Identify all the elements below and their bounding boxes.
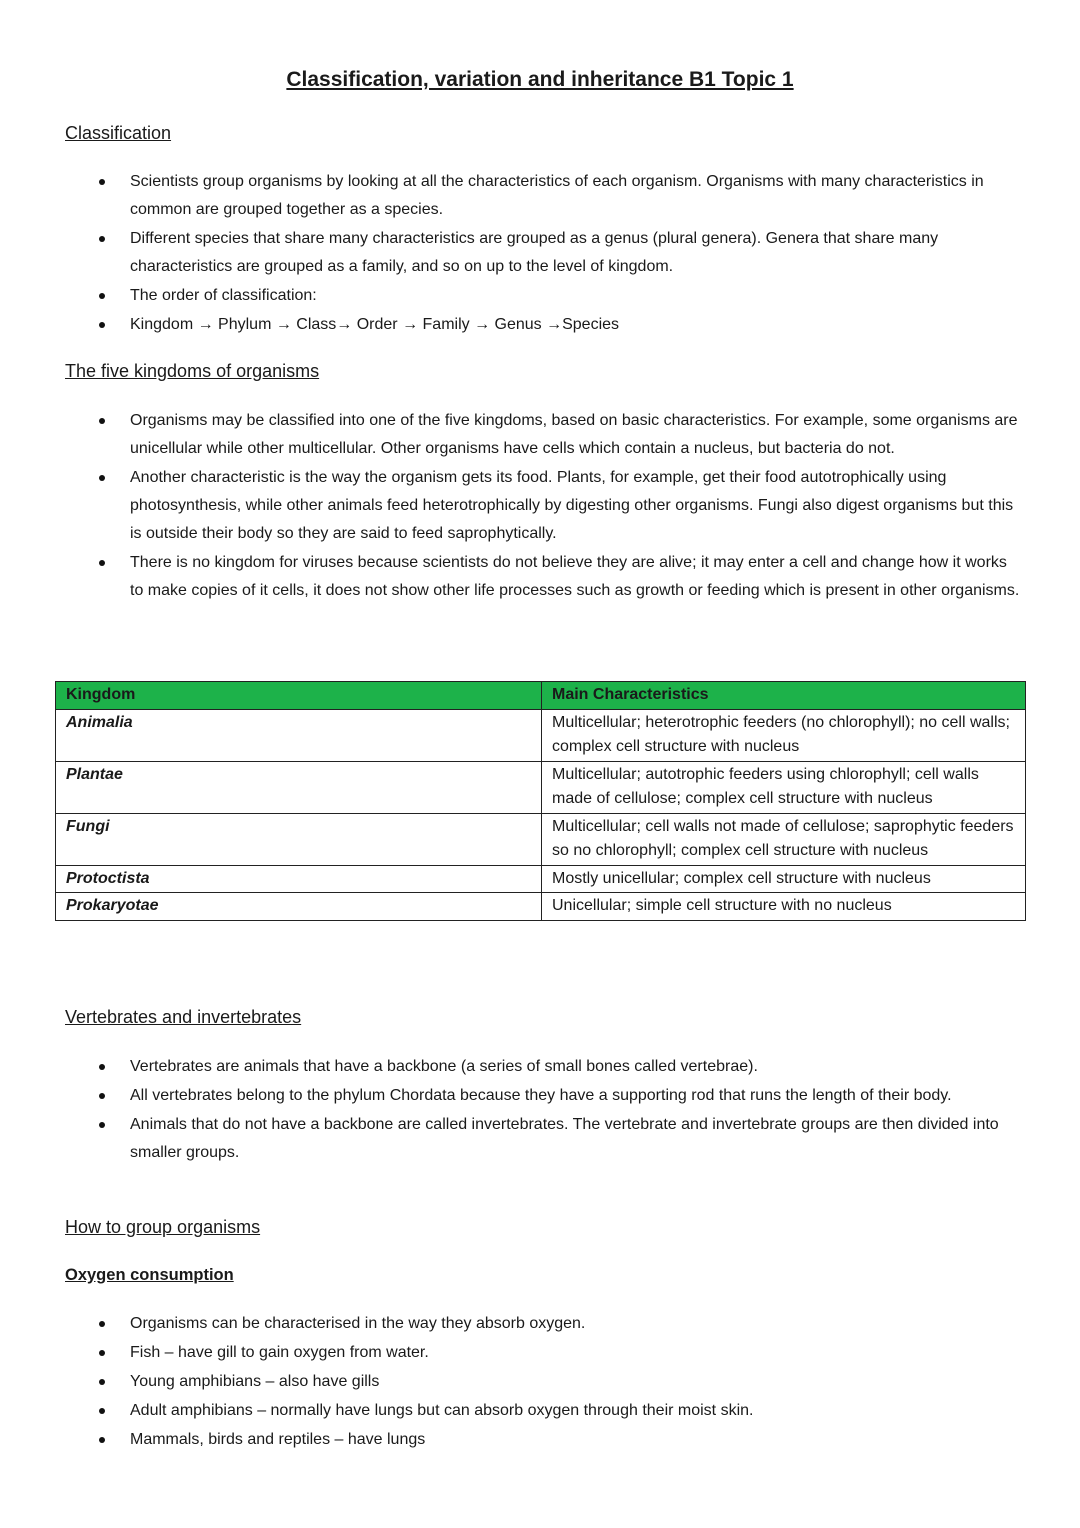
list-item: All vertebrates belong to the phylum Chordata because they have a supporting rod that runs the length of their body.	[130, 1082, 1020, 1110]
characteristics-cell: Mostly unicellular; complex cell structure with nucleus	[542, 865, 1026, 893]
list-item: Scientists group organisms by looking at all the characteristics of each organism. Organisms with many characteristics in common are grouped together as a species.	[130, 168, 1020, 224]
characteristics-cell: Multicellular; cell walls not made of cellulose; saprophytic feeders so no chlorophyll; complex cell structure with nucleus	[542, 813, 1026, 865]
section-heading-five-kingdoms: The five kingdoms of organisms	[65, 361, 320, 381]
characteristics-cell: Multicellular; autotrophic feeders using chlorophyll; cell walls made of cellulose; complex cell structure with nucleus	[542, 761, 1026, 813]
list-item: Organisms can be characterised in the way they absorb oxygen.	[130, 1310, 1020, 1338]
classification-list	[130, 168, 1020, 340]
list-item: Different species that share many characteristics are grouped as a genus (plural genera). Genera that share many characteristics are grouped as a family, and so on up to the level of kingdom.	[130, 225, 1020, 281]
section-heading-grouping: How to group organisms	[65, 1217, 261, 1237]
list-item: Kingdom → Phylum → Class→ Order → Family → Genus →Species	[130, 311, 1020, 339]
list-item: Vertebrates are animals that have a backbone (a series of small bones called vertebrae).	[130, 1053, 1020, 1081]
page-title: Classification, variation and inheritance B1 Topic 1	[286, 68, 794, 91]
oxygen-list	[130, 1310, 1020, 1455]
kingdom-cell: Protoctista	[56, 865, 542, 893]
list-item: Fish – have gill to gain oxygen from water.	[130, 1339, 1020, 1367]
kingdom-cell: Animalia	[56, 709, 542, 761]
table-header-row	[56, 682, 1026, 710]
section-heading-vertebrates: Vertebrates and invertebrates	[65, 1007, 302, 1027]
list-item: Adult amphibians – normally have lungs but can absorb oxygen through their moist skin.	[130, 1397, 1020, 1425]
column-header-kingdom: Kingdom	[56, 682, 542, 710]
table-row	[56, 761, 1026, 813]
table-row	[56, 813, 1026, 865]
section-heading-classification: Classification	[65, 123, 172, 143]
list-item: Young amphibians – also have gills	[130, 1368, 1020, 1396]
table-row	[56, 709, 1026, 761]
column-header-characteristics: Main Characteristics	[542, 682, 1026, 710]
kingdom-cell: Prokaryotae	[56, 893, 542, 921]
list-item: Mammals, birds and reptiles – have lungs	[130, 1426, 1020, 1454]
list-item: Another characteristic is the way the organism gets its food. Plants, for example, get their food autotrophically using photosynthesis, while other animals feed heterotrophically by digesting other organisms. Fungi also digest organisms but this is outside their body so they are said to feed saprophytically.	[130, 464, 1020, 548]
list-item: Animals that do not have a backbone are called invertebrates. The vertebrate and invertebrate groups are then divided into smaller groups.	[130, 1111, 1020, 1167]
kingdom-cell: Plantae	[56, 761, 542, 813]
subheading-oxygen-consumption: Oxygen consumption	[65, 1266, 234, 1284]
table-row	[56, 865, 1026, 893]
five-kingdoms-list	[130, 407, 1020, 606]
characteristics-cell: Unicellular; simple cell structure with no nucleus	[542, 893, 1026, 921]
vertebrates-list	[130, 1053, 1020, 1168]
table-row	[56, 893, 1026, 921]
list-item: Organisms may be classified into one of the five kingdoms, based on basic characteristics. For example, some organisms are unicellular while other multicellular. Other organisms have cells which contain a nucleus, but bacteria do not.	[130, 407, 1020, 463]
characteristics-cell: Multicellular; heterotrophic feeders (no chlorophyll); no cell walls; complex cell structure with nucleus	[542, 709, 1026, 761]
list-item: There is no kingdom for viruses because scientists do not believe they are alive; it may enter a cell and change how it works to make copies of it cells, it does not show other life processes such as growth or feeding which is present in other organisms.	[130, 549, 1020, 605]
kingdoms-table	[55, 681, 1026, 921]
list-item: The order of classification:	[130, 282, 1020, 310]
kingdom-cell: Fungi	[56, 813, 542, 865]
